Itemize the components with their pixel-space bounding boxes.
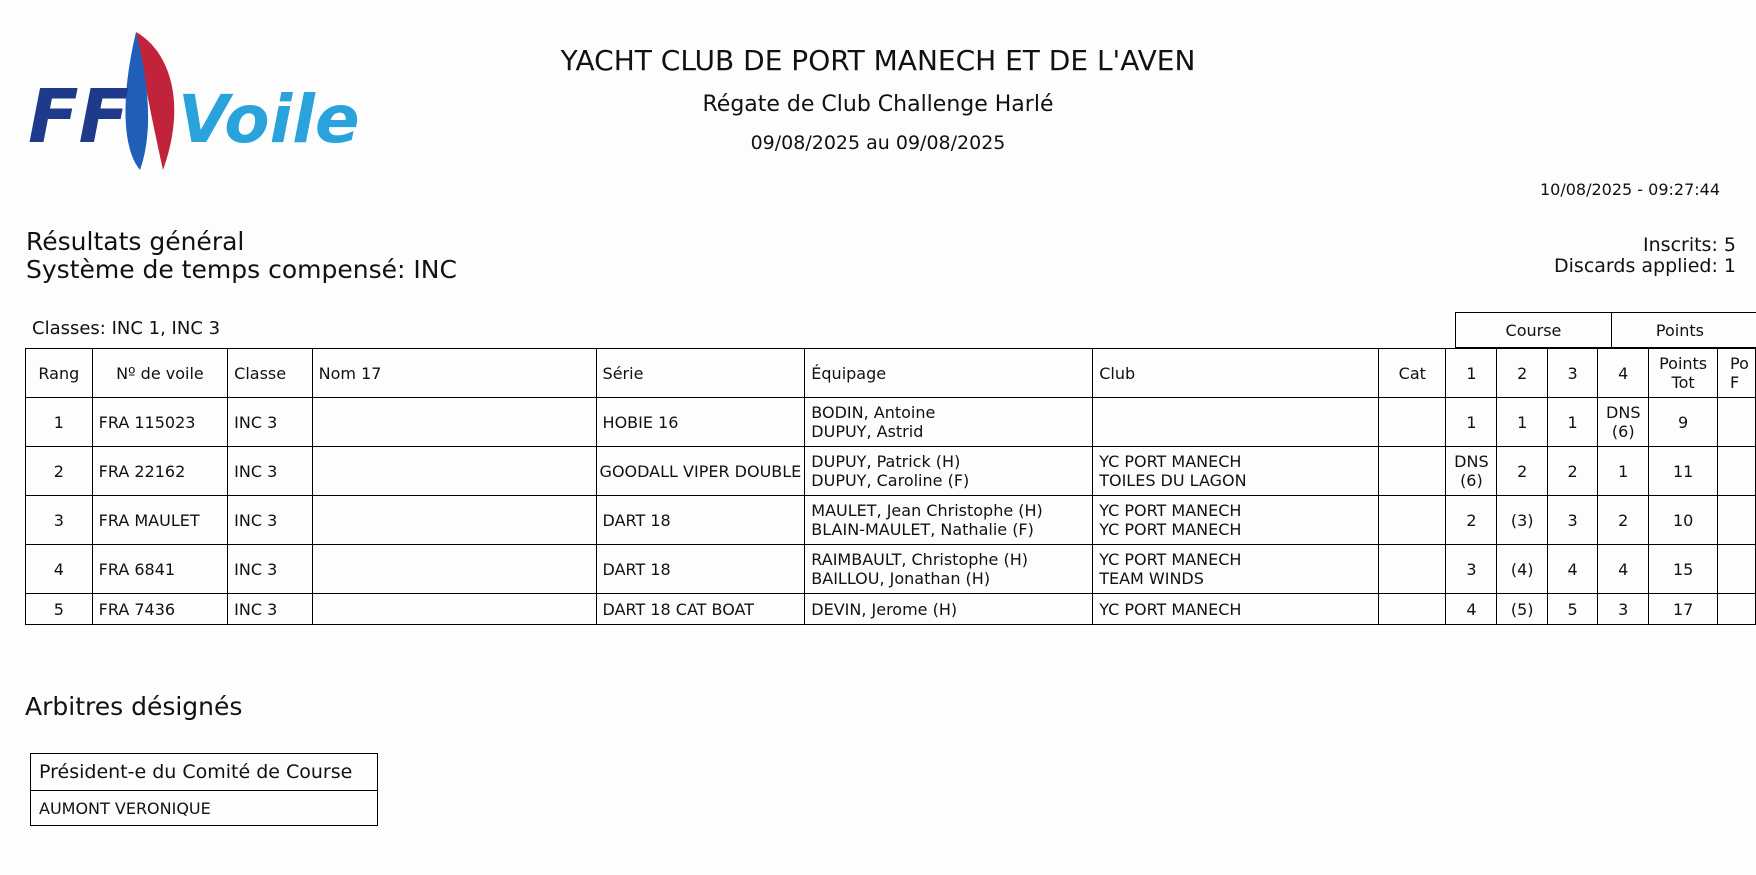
table-row (26, 447, 1756, 496)
race-1-cell: 4 (1446, 594, 1497, 625)
serie-cell: DART 18 (596, 545, 805, 594)
classes-label: Classes: INC 1, INC 3 (32, 318, 221, 339)
points-net-cell (1718, 496, 1756, 545)
points-net-cell (1718, 447, 1756, 496)
rang-cell: 3 (26, 496, 93, 545)
classe-cell: INC 3 (228, 496, 313, 545)
race-3-cell: 4 (1547, 545, 1597, 594)
voile-cell: FRA 115023 (92, 398, 227, 447)
cat-cell (1379, 545, 1446, 594)
race-3-cell: 2 (1547, 447, 1597, 496)
logo-ff: FF (28, 74, 130, 160)
nom-cell (312, 398, 596, 447)
nom-cell (312, 496, 596, 545)
referees-title: Arbitres désignés (25, 692, 243, 721)
voile-cell: FRA 7436 (92, 594, 227, 625)
referees-table (30, 753, 378, 826)
points-total-cell: 15 (1649, 545, 1718, 594)
referee-name: AUMONT VERONIQUE (31, 791, 378, 826)
inscrits-count: Inscrits: 5 (1643, 234, 1736, 256)
col-nom: Nom 17 (312, 349, 596, 398)
race-4-cell: DNS (6) (1598, 398, 1649, 447)
table-row (26, 594, 1756, 625)
event-dates: 09/08/2025 au 09/08/2025 (750, 132, 1006, 154)
crew-cell: DUPUY, Patrick (H) DUPUY, Caroline (F) (805, 447, 1093, 496)
race-3-cell: 1 (1547, 398, 1597, 447)
points-total-cell: 17 (1649, 594, 1718, 625)
course-group-header: Course (1456, 313, 1612, 348)
points-total-cell: 10 (1649, 496, 1718, 545)
discards-count: Discards applied: 1 (1554, 255, 1736, 277)
results-heading (26, 228, 457, 284)
classe-cell: INC 3 (228, 545, 313, 594)
race-3-cell: 5 (1547, 594, 1597, 625)
club-cell: YC PORT MANECH YC PORT MANECH (1093, 496, 1379, 545)
crew-cell: BODIN, Antoine DUPUY, Astrid (805, 398, 1093, 447)
race-1-cell: 1 (1446, 398, 1497, 447)
points-net-cell (1718, 545, 1756, 594)
table-row (26, 496, 1756, 545)
classe-cell: INC 3 (228, 398, 313, 447)
club-cell (1093, 398, 1379, 447)
voile-cell: FRA 22162 (92, 447, 227, 496)
table-header-row (26, 349, 1756, 398)
col-club: Club (1093, 349, 1379, 398)
serie-cell: GOODALL VIPER DOUBLE (596, 447, 805, 496)
race-3-cell: 3 (1547, 496, 1597, 545)
table-row (26, 545, 1756, 594)
col-points-tot: Points Tot (1649, 349, 1718, 398)
logo-voile: Voile (178, 81, 360, 158)
col-course-4: 4 (1598, 349, 1649, 398)
nom-cell (312, 594, 596, 625)
referee-role: Président-e du Comité de Course (31, 754, 378, 791)
nom-cell (312, 545, 596, 594)
col-classe: Classe (228, 349, 313, 398)
club-title: YACHT CLUB DE PORT MANECH ET DE L'AVEN (560, 44, 1196, 77)
race-4-cell: 3 (1598, 594, 1649, 625)
serie-cell: DART 18 CAT BOAT (596, 594, 805, 625)
col-voile: Nº de voile (92, 349, 227, 398)
points-group-header: Points (1611, 313, 1756, 348)
group-header-row (1455, 312, 1756, 348)
voile-cell: FRA 6841 (92, 545, 227, 594)
event-title: Régate de Club Challenge Harlé (702, 92, 1054, 117)
col-cat: Cat (1379, 349, 1446, 398)
classe-cell: INC 3 (228, 594, 313, 625)
cat-cell (1379, 447, 1446, 496)
print-timestamp: 10/08/2025 - 09:27:44 (1539, 180, 1720, 199)
points-total-cell: 11 (1649, 447, 1718, 496)
points-net-cell (1718, 594, 1756, 625)
race-1-cell: 2 (1446, 496, 1497, 545)
results-table (25, 348, 1756, 625)
col-points-net: Po F (1718, 349, 1756, 398)
table-row (26, 398, 1756, 447)
club-cell: YC PORT MANECH (1093, 594, 1379, 625)
rang-cell: 4 (26, 545, 93, 594)
race-2-cell: (3) (1497, 496, 1548, 545)
race-1-cell: DNS (6) (1446, 447, 1497, 496)
crew-cell: RAIMBAULT, Christophe (H) BAILLOU, Jonathan (H) (805, 545, 1093, 594)
serie-cell: DART 18 (596, 496, 805, 545)
serie-cell: HOBIE 16 (596, 398, 805, 447)
rang-cell: 5 (26, 594, 93, 625)
rang-cell: 2 (26, 447, 93, 496)
col-serie: Série (596, 349, 805, 398)
race-4-cell: 1 (1598, 447, 1649, 496)
race-2-cell: (5) (1497, 594, 1548, 625)
col-course-1: 1 (1446, 349, 1497, 398)
race-4-cell: 2 (1598, 496, 1649, 545)
classe-cell: INC 3 (228, 447, 313, 496)
rang-cell: 1 (26, 398, 93, 447)
crew-cell: MAULET, Jean Christophe (H) BLAIN-MAULET, Nathalie (F) (805, 496, 1093, 545)
cat-cell (1379, 594, 1446, 625)
nom-cell (312, 447, 596, 496)
race-4-cell: 4 (1598, 545, 1649, 594)
col-course-2: 2 (1497, 349, 1548, 398)
col-course-3: 3 (1547, 349, 1597, 398)
club-cell: YC PORT MANECH TEAM WINDS (1093, 545, 1379, 594)
cat-cell (1379, 398, 1446, 447)
cat-cell (1379, 496, 1446, 545)
col-rang: Rang (26, 349, 93, 398)
points-total-cell: 9 (1649, 398, 1718, 447)
scoring-system: Système de temps compensé: INC (26, 255, 457, 284)
col-equipage: Équipage (805, 349, 1093, 398)
points-net-cell (1718, 398, 1756, 447)
entry-counts (1554, 235, 1736, 277)
club-cell: YC PORT MANECH TOILES DU LAGON (1093, 447, 1379, 496)
race-2-cell: (4) (1497, 545, 1548, 594)
race-1-cell: 3 (1446, 545, 1497, 594)
crew-cell: DEVIN, Jerome (H) (805, 594, 1093, 625)
voile-cell: FRA MAULET (92, 496, 227, 545)
results-title: Résultats général (26, 227, 245, 256)
race-2-cell: 2 (1497, 447, 1548, 496)
race-2-cell: 1 (1497, 398, 1548, 447)
